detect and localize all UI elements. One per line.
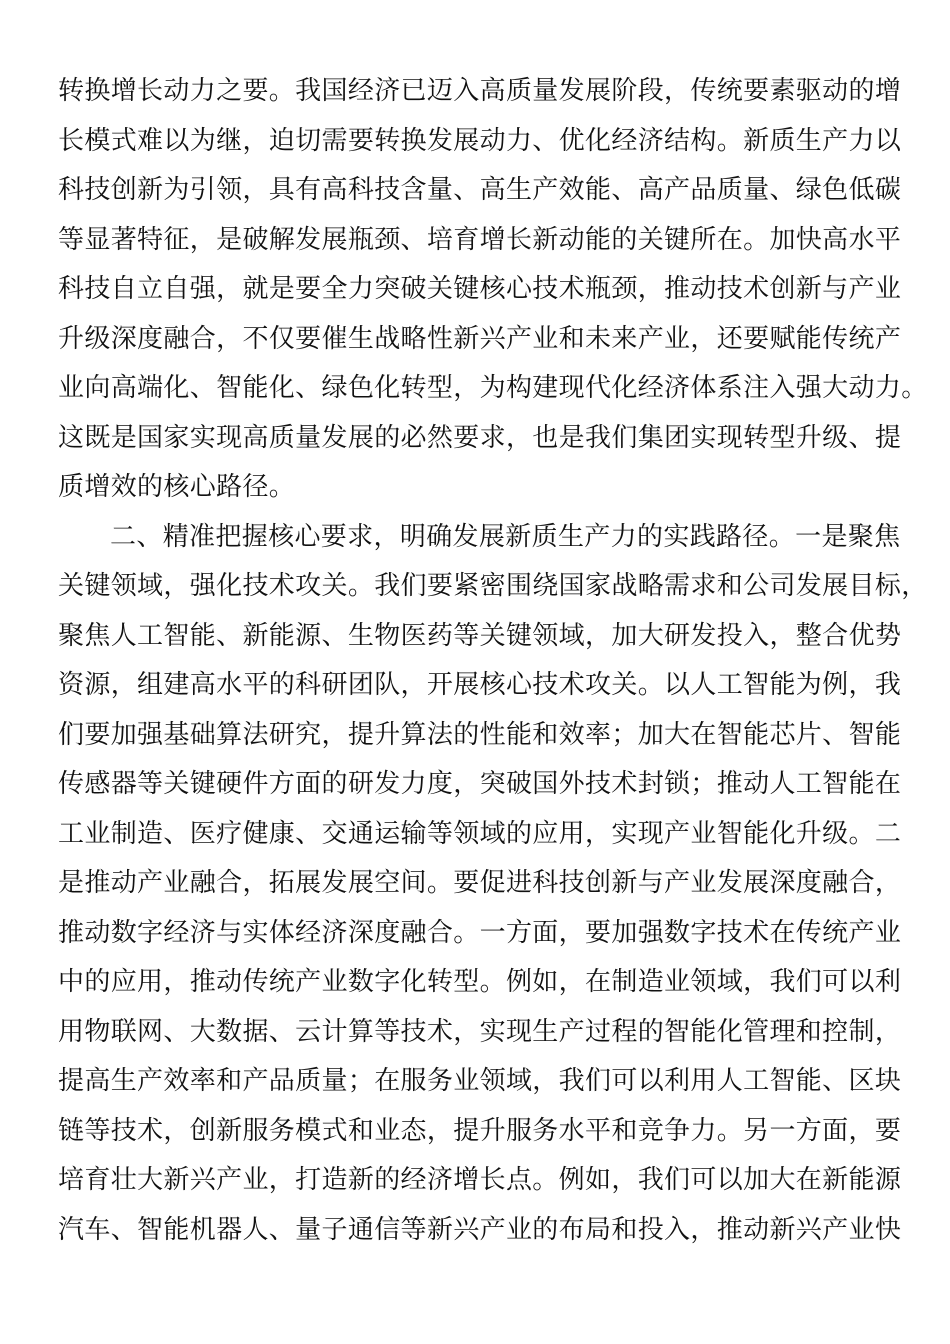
section-heading-line: 二、精准把握核心要求，明确发展新质生产力的实践路径。一是聚焦 — [110, 521, 901, 552]
text-line: 等显著特征，是破解发展瓶颈、培育增长新动能的关键所在。加快高水平 — [58, 224, 902, 255]
text-line: 汽车、智能机器人、量子通信等新兴产业的布局和投入，推动新兴产业快 — [58, 1214, 902, 1245]
paragraph-2 — [58, 513, 928, 1256]
text-line: 用物联网、大数据、云计算等技术，实现生产过程的智能化管理和控制， — [58, 1016, 902, 1047]
text-line: 推动数字经济与实体经济深度融合。一方面，要加强数字技术在传统产业 — [58, 917, 902, 948]
text-line: 质增效的核心路径。 — [58, 472, 296, 502]
text-line: 升级深度融合，不仅要催生战略性新兴产业和未来产业，还要赋能传统产 — [58, 323, 902, 354]
text-line: 资源，组建高水平的科研团队，开展核心技术攻关。以人工智能为例，我 — [58, 670, 902, 700]
text-line: 工业制造、医疗健康、交通运输等领域的应用，实现产业智能化升级。二 — [58, 818, 902, 849]
text-line: 长模式难以为继，迫切需要转换发展动力、优化经济结构。新质生产力以 — [58, 125, 902, 156]
text-line: 中的应用，推动传统产业数字化转型。例如，在制造业领域，我们可以利 — [58, 967, 902, 997]
text-line: 传感器等关键硬件方面的研发力度，突破国外技术封锁；推动人工智能在 — [58, 769, 902, 799]
text-line: 聚焦人工智能、新能源、生物医药等关键领域，加大研发投入，整合优势 — [58, 620, 902, 651]
paragraph-1 — [58, 67, 928, 513]
text-line: 关键领域，强化技术攻关。我们要紧密围绕国家战略需求和公司发展目标， — [58, 571, 928, 601]
text-line: 转换增长动力之要。我国经济已迈入高质量发展阶段，传统要素驱动的增 — [58, 76, 902, 106]
text-line: 们要加强基础算法研究，提升算法的性能和效率；加大在智能芯片、智能 — [58, 719, 902, 750]
text-line: 是推动产业融合，拓展发展空间。要促进科技创新与产业发展深度融合， — [58, 868, 902, 898]
text-line: 培育壮大新兴产业，打造新的经济增长点。例如，我们可以加大在新能源 — [58, 1165, 902, 1195]
document-page — [58, 67, 928, 1255]
text-line: 提高生产效率和产品质量；在服务业领域，我们可以利用人工智能、区块 — [58, 1066, 902, 1096]
text-line: 科技自立自强，就是要全力突破关键核心技术瓶颈，推动技术创新与产业 — [58, 274, 902, 304]
text-line: 这既是国家实现高质量发展的必然要求，也是我们集团实现转型升级、提 — [58, 422, 902, 453]
text-line: 科技创新为引领，具有高科技含量、高生产效能、高产品质量、绿色低碳 — [58, 175, 902, 205]
text-line: 链等技术，创新服务模式和业态，提升服务水平和竞争力。另一方面，要 — [58, 1115, 902, 1146]
text-line: 业向高端化、智能化、绿色化转型，为构建现代化经济体系注入强大动力。 — [58, 373, 928, 403]
